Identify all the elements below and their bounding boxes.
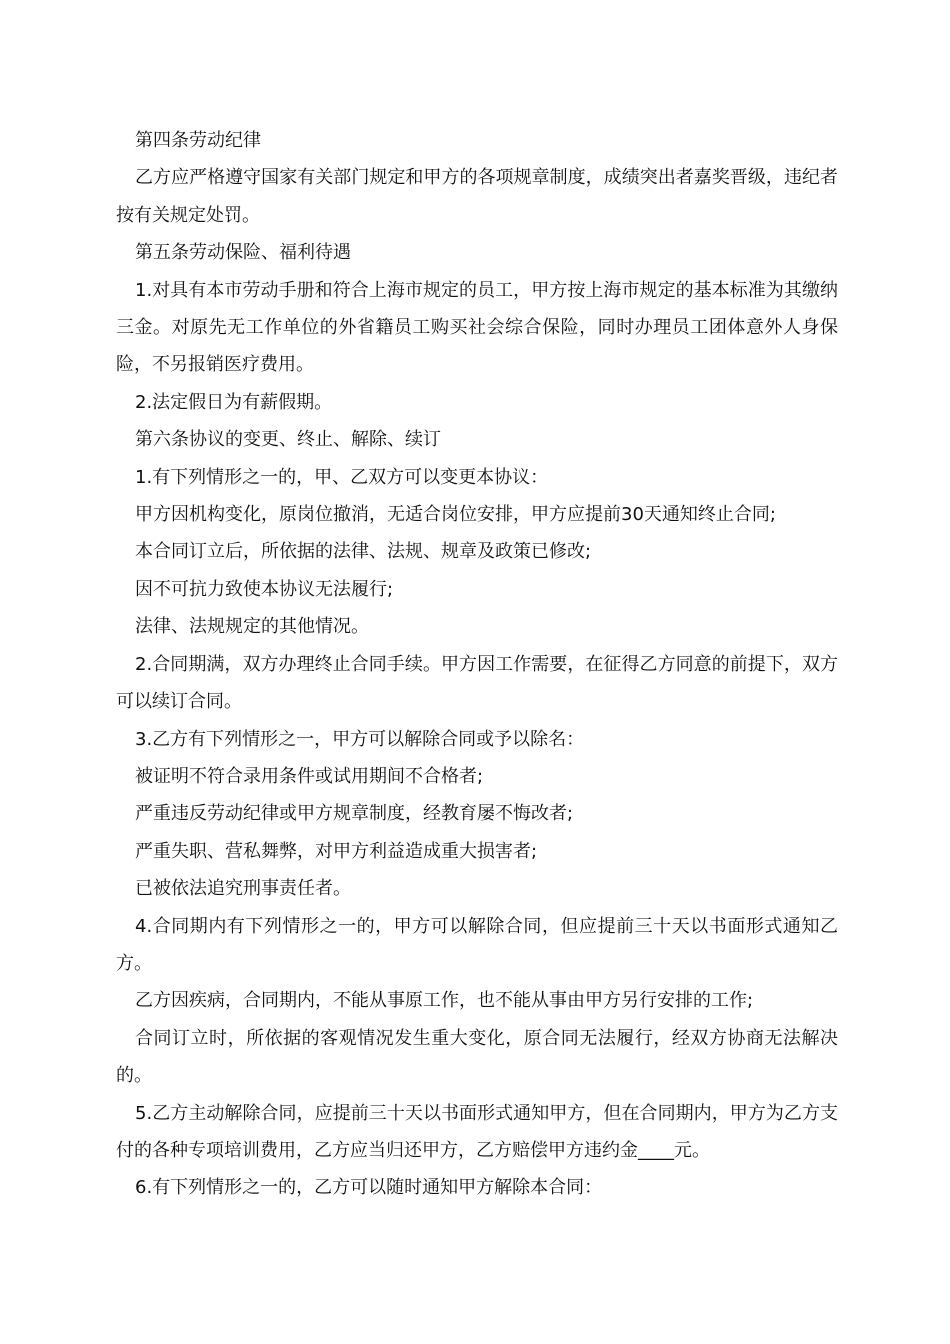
article-6-item-4-case-a: 乙方因疾病，合同期内，不能从事原工作，也不能从事由甲方另行安排的工作; [135, 990, 754, 1012]
article-6-item-4-case-b: 合同订立时，所依据的客观情况发生重大变化，原合同无法履行，经双方协商无法解决的。 [116, 1027, 838, 1087]
article-6-item-1: 1.有下列情形之一的，甲、乙双方可以变更本协议： [135, 466, 549, 488]
document-body [116, 122, 838, 1207]
article-4-heading: 第四条劳动纪律 [135, 130, 261, 151]
article-6-heading: 第六条协议的变更、终止、解除、续订 [135, 429, 441, 451]
article-5-item-1: 1.对具有本市劳动手册和符合上海市规定的员工，甲方按上海市规定的基本标准为其缴纳三金。对原先无工作单位的外省籍员工购买社会综合保险，同时办理员工团体意外人身保险，不另报销医疗费用。 [116, 279, 838, 376]
article-6-item-3-case-a: 被证明不符合录用条件或试用期间不合格者; [135, 765, 484, 787]
article-6-item-1-case-a: 甲方因机构变化，原岗位撤消，无适合岗位安排，甲方应提前30天通知终止合同; [135, 504, 776, 526]
article-5-item-2: 2.法定假日为有薪假期。 [135, 391, 333, 413]
article-6-item-3-case-c: 严重失职、营私舞弊，对甲方利益造成重大损害者; [135, 840, 538, 862]
article-5-heading: 第五条劳动保险、福利待遇 [135, 242, 351, 264]
article-6-item-3-case-d: 已被依法追究刑事责任者。 [135, 878, 351, 900]
article-6-item-3: 3.乙方有下列情形之一，甲方可以解除合同或予以除名： [135, 728, 585, 750]
article-6-item-3-case-b: 严重违反劳动纪律或甲方规章制度，经教育屡不悔改者; [135, 803, 574, 825]
article-6-item-1-case-b: 本合同订立后，所依据的法律、法规、规章及政策已修改; [135, 541, 592, 563]
article-6-item-1-case-c: 因不可抗力致使本协议无法履行; [135, 578, 394, 600]
article-6-item-1-case-d: 法律、法规规定的其他情况。 [135, 616, 369, 638]
article-6-item-4: 4.合同期内有下列情形之一的，甲方可以解除合同，但应提前三十天以书面形式通知乙方。 [116, 915, 838, 974]
article-4-text: 乙方应严格遵守国家有关部门规定和甲方的各项规章制度，成绩突出者嘉奖晋级，违纪者按有关规定处罚。 [116, 167, 838, 226]
article-6-item-2: 2.合同期满，双方办理终止合同手续。甲方因工作需要，在征得乙方同意的前提下，双方可以续订合同。 [116, 653, 838, 713]
article-6-item-6: 6.有下列情形之一的，乙方可以随时通知甲方解除本合同： [135, 1177, 603, 1199]
article-6-item-5: 5.乙方主动解除合同，应提前三十天以书面形式通知甲方，但在合同期内，甲方为乙方支付的各种专项培训费用，乙方应当归还甲方，乙方赔偿甲方违约金____元。 [116, 1102, 838, 1161]
